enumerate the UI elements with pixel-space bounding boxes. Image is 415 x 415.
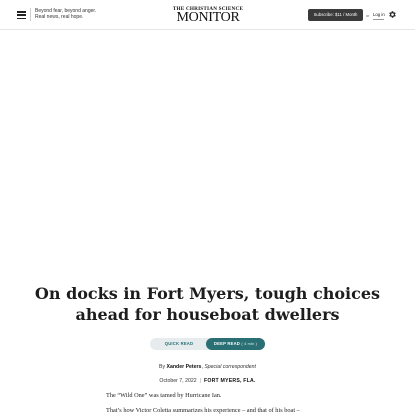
- article-location: FORT MYERS, FLA.: [203, 378, 256, 384]
- article-byline: By Xander Peters, Special correspondent: [159, 364, 256, 370]
- login-link[interactable]: Log in: [373, 12, 385, 17]
- byline-prefix: By: [159, 364, 166, 370]
- article-date: October 7, 2022: [159, 378, 197, 384]
- deep-read-time: ( 4 min ): [241, 342, 258, 346]
- article-headline: On docks in Fort Myers, tough choices ahead for houseboat dwellers: [34, 284, 381, 324]
- article-dateline: [0, 378, 415, 384]
- site-logo[interactable]: [166, 6, 250, 24]
- tagline-line-1: Beyond fear, beyond anger.: [35, 8, 97, 14]
- deep-read-button[interactable]: [206, 338, 265, 350]
- gear-icon[interactable]: [388, 10, 397, 19]
- article-paragraph-2: That’s how Victor Coletta summarizes his experience – and that of his boat –: [106, 407, 300, 414]
- logo-top-text: THE CHRISTIAN SCIENCE: [172, 6, 244, 12]
- site-tagline: [30, 8, 120, 21]
- author-link[interactable]: Xander Peters: [166, 364, 202, 370]
- hero-image-area: [0, 31, 415, 271]
- tagline-line-2: Real news, real hope.: [35, 14, 84, 21]
- or-label: or: [366, 12, 370, 18]
- author-role: Special correspondent: [204, 364, 256, 370]
- read-length-toggle: [150, 338, 265, 350]
- quick-read-button[interactable]: QUICK READ: [164, 341, 194, 346]
- menu-icon[interactable]: [17, 11, 26, 19]
- site-header: [0, 0, 415, 30]
- login-underline: [373, 19, 384, 20]
- logo-main-text: MONITOR: [176, 10, 240, 25]
- deep-read-label: DEEP READ: [213, 341, 241, 346]
- dateline-separator: |: [199, 378, 201, 384]
- subscribe-button[interactable]: Subscribe: $11 / Month: [308, 9, 363, 21]
- article-paragraph-1: The “Wild One” was tamed by Hurricane Ian.: [106, 392, 222, 399]
